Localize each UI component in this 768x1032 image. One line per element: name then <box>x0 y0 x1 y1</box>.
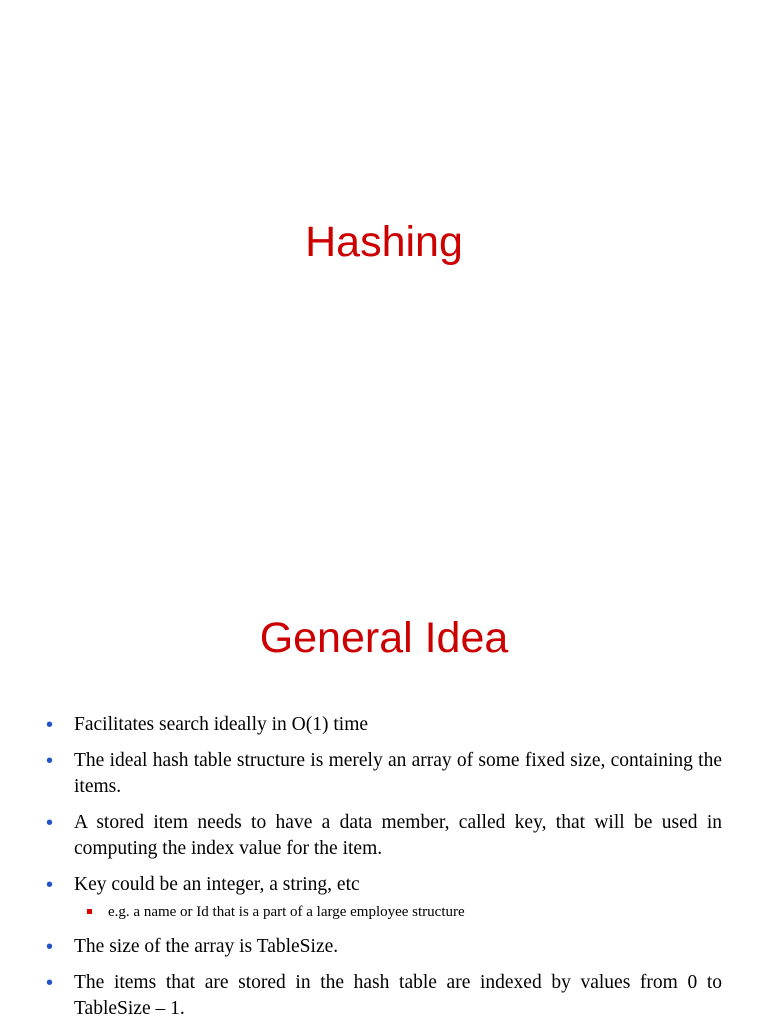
square-bullet-icon <box>87 909 92 914</box>
bullet-text: Key could be an integer, a string, etc <box>74 874 360 895</box>
bullet-item <box>0 810 768 862</box>
sub-bullet-item <box>0 902 768 922</box>
bullet-list <box>0 712 768 1032</box>
bullet-dot-icon: • <box>46 812 54 834</box>
bullet-text: Facilitates search ideally in O(1) time <box>74 714 369 735</box>
bullet-text: The items that are stored in the hash table are indexed by values from 0 to TableSize – 1. <box>74 972 722 1019</box>
bullet-text: The ideal hash table structure is merely an array of some fixed size, containing the items. <box>74 750 722 797</box>
bullet-dot-icon: • <box>46 936 54 958</box>
bullet-dot-icon: • <box>46 714 54 736</box>
slide-title-general-idea: General Idea <box>259 614 509 662</box>
bullet-item <box>0 748 768 800</box>
bullet-text: A stored item needs to have a data member, called key, that will be used in computing the index value for the item. <box>74 812 722 859</box>
bullet-item <box>0 970 768 1022</box>
bullet-item <box>0 712 768 738</box>
bullet-text: The size of the array is TableSize. <box>74 936 339 957</box>
bullet-dot-icon: • <box>46 972 54 994</box>
bullet-item <box>0 934 768 960</box>
bullet-item <box>0 872 768 898</box>
bullet-dot-icon: • <box>46 750 54 772</box>
sub-bullet-text: e.g. a name or Id that is a part of a large employee structure <box>108 904 465 920</box>
slide-title-hashing: Hashing <box>305 218 463 266</box>
bullet-dot-icon: • <box>46 874 54 896</box>
